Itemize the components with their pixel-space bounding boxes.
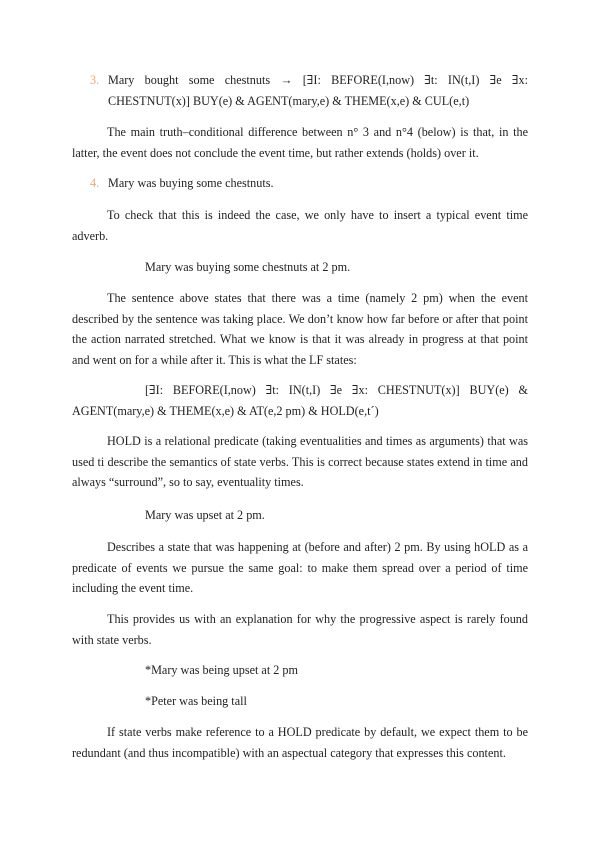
paragraph: To check that this is indeed the case, we only have to insert a typical event time adverb. xyxy=(72,208,528,243)
paragraph: HOLD is a relational predicate (taking eventualities and times as arguments) that was used ti describe the semantics of state verbs. This is correct because states extend in time and always “surround”, so to say, eventuality times. xyxy=(72,434,528,489)
numbered-item-4 xyxy=(72,173,528,194)
paragraph: This provides us with an explanation for why the progressive aspect is rarely found with state verbs. xyxy=(72,612,528,647)
logical-form: [∃I: BEFORE(I,now) ∃t: IN(t,I) ∃e ∃x: CHESTNUT(x)] BUY(e) & AGENT(mary,e) & THEME(x,e) & AT(e,2 pm) & HOLD(e,t´) xyxy=(72,383,528,418)
item-number: 4. xyxy=(90,176,100,190)
example-sentence: Mary was upset at 2 pm. xyxy=(145,508,265,522)
example-sentence: *Peter was being tall xyxy=(145,694,247,708)
paragraph: Describes a state that was happening at (before and after) 2 pm. By using hOLD as a predicate of events we pursue the same goal: to make them spread over a period of time including the event time. xyxy=(72,540,528,595)
paragraph: If state verbs make reference to a HOLD predicate by default, we expect them to be redundant (and thus incompatible) with an aspectual category that expresses this content. xyxy=(72,725,528,760)
paragraph: The sentence above states that there was a time (namely 2 pm) when the event described by the sentence was taking place. We don’t know how far before or after that point the action narrated stretched. What we know is that it was already in progress at that point and went on for a while after it. This is what the LF states: xyxy=(72,291,528,367)
item-text: Mary bought some chestnuts → [∃I: BEFORE(I,now) ∃t: IN(t,I) ∃e ∃x: CHESTNUT(x)] BUY(e) & AGENT(mary,e) & THEME(x,e) & CUL(e,t) xyxy=(108,73,528,108)
numbered-item-3 xyxy=(72,70,528,111)
item-number: 3. xyxy=(90,73,100,87)
item-text: Mary was buying some chestnuts. xyxy=(108,176,274,190)
paragraph: The main truth–conditional difference between n° 3 and n°4 (below) is that, in the latter, the event does not conclude the event time, but rather extends (holds) over it. xyxy=(72,125,528,160)
example-sentence: Mary was buying some chestnuts at 2 pm. xyxy=(145,260,351,274)
example-sentence: *Mary was being upset at 2 pm xyxy=(145,663,298,677)
